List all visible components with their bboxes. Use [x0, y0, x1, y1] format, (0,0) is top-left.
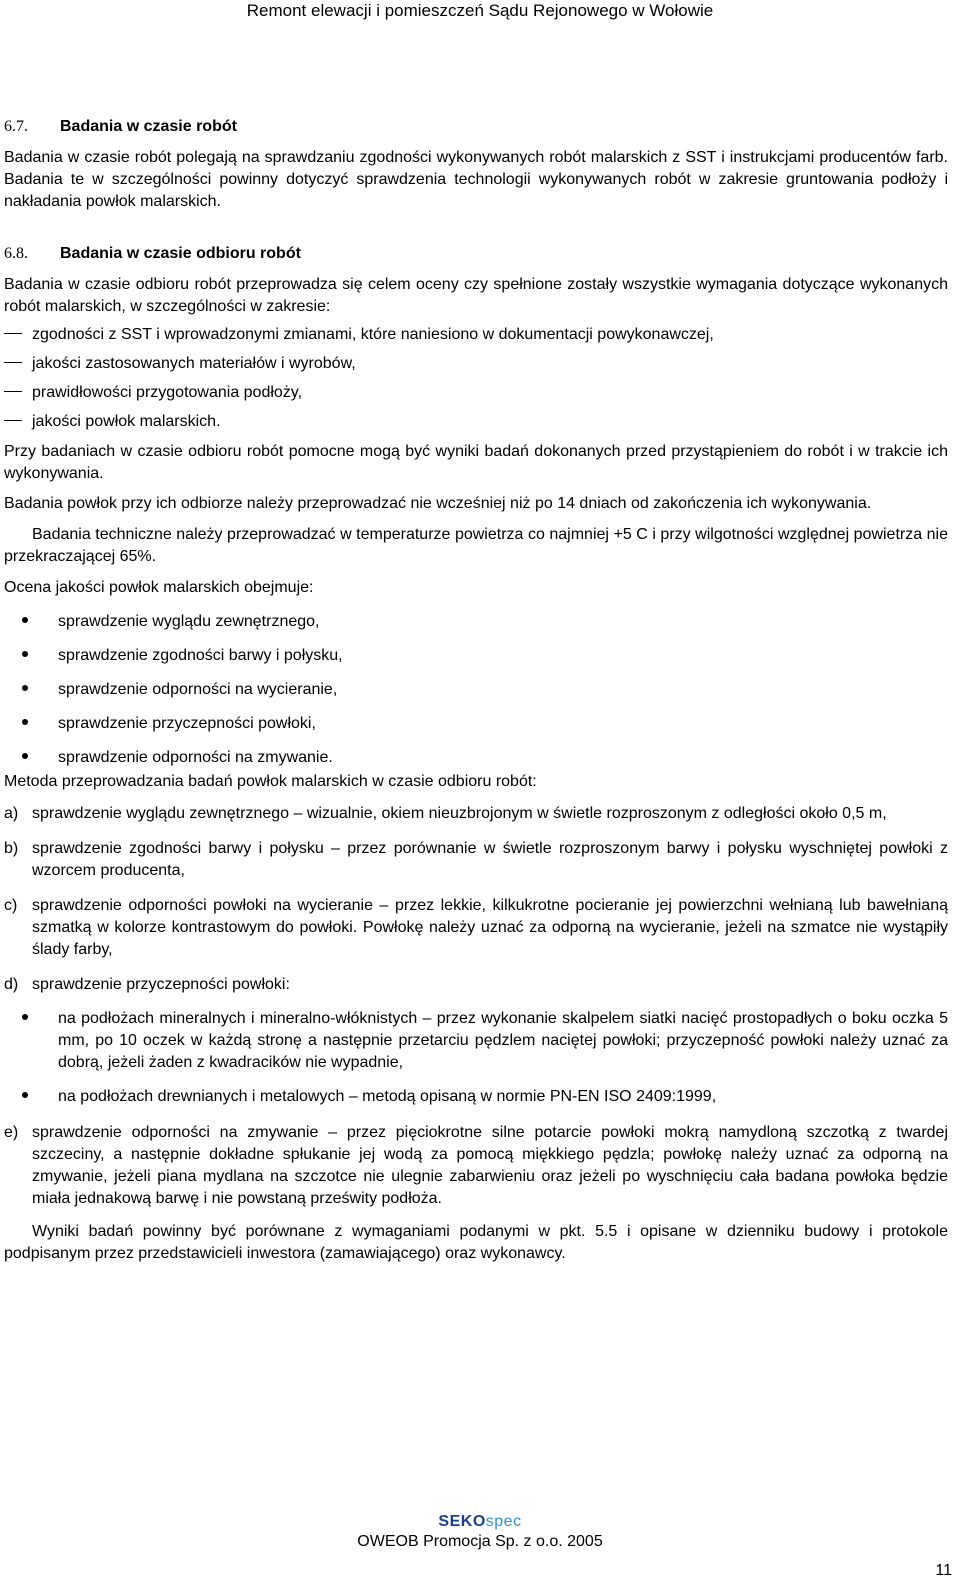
paragraph: Badania w czasie odbioru robót przeprowadza się celem oceny czy spełnione zostały wszystkie wymagania dotyczące wykonanych robót malarskich, w szczególności w zakresie: [4, 276, 948, 315]
list-item: zgodności z SST i wprowadzonymi zmianami, które naniesiono w dokumentacji powykonawczej, [4, 324, 948, 346]
sub-bullet-list [4, 1008, 948, 1108]
dash-marker [4, 353, 32, 375]
bullet-marker [22, 713, 58, 735]
page-body [4, 116, 948, 1265]
section-title: Badania w czasie robót [60, 118, 237, 135]
sekospec-logo: SEKOspec [438, 1513, 522, 1530]
paragraph: Metoda przeprowadzania badań powłok malarskich w czasie odbioru robót: [4, 773, 537, 790]
bullet-marker [22, 611, 58, 633]
bullet-list [4, 611, 948, 769]
dash-marker [4, 382, 32, 404]
bullet-marker [22, 747, 58, 769]
dash-marker [4, 324, 32, 346]
paragraph: Przy badaniach w czasie odbioru robót pomocne mogą być wyniki badań dokonanych przed przystąpieniem do robót i w trakcie ich wykonywania. [4, 443, 948, 482]
list-item: d) sprawdzenie przyczepności powłoki: [4, 976, 290, 993]
list-item: na podłożach mineralnych i mineralno-włóknistych – przez wykonanie skalpelem siatki nacięć prostopadłych o boku oczka 5 mm, po 10 oczek w każdą stronę a następnie przetarciu pędzlem naciętej powłoki; przyczepność powłoki należy uznać za dobrą, jeżeli żaden z kwadracików nie wypadnie, [22, 1008, 948, 1074]
bullet-marker [22, 1086, 58, 1108]
page-footer [0, 1513, 960, 1551]
section-heading-6-7 [4, 116, 948, 138]
list-item: sprawdzenie odporności na wycieranie, [4, 679, 948, 701]
list-item: c) sprawdzenie odporności powłoki na wycieranie – przez lekkie, kilkukrotne pocieranie jej powierzchni wełnianą lub bawełnianą szmatką w kolorze kontrastowym do powłoki. Powłokę należy uznać za odporną na wycieranie, jeżeli na szmatce nie wystąpiły ślady farby, [4, 897, 948, 958]
bullet-marker [22, 679, 58, 701]
section-heading-6-8 [4, 243, 948, 265]
list-item: jakości powłok malarskich. [4, 411, 948, 433]
paragraph: Badania powłok przy ich odbiorze należy przeprowadzać nie wcześniej niż po 14 dniach od zakończenia ich wykonywania. [4, 495, 872, 512]
bullet-marker [22, 1008, 58, 1030]
list-item: b) sprawdzenie zgodności barwy i połysku – przez porównanie w świetle rozproszonym barwy i połysku wyschniętej powłoki z wzorcem producenta, [4, 840, 948, 879]
dash-list [4, 324, 948, 433]
footer-company: OWEOB Promocja Sp. z o.o. 2005 [357, 1533, 603, 1550]
bullet-marker [22, 645, 58, 667]
page-number: 11 [935, 1562, 952, 1579]
list-item: sprawdzenie przyczepności powłoki, [4, 713, 948, 735]
list-item: sprawdzenie wyglądu zewnętrznego, [4, 611, 948, 633]
lettered-list [4, 803, 948, 996]
list-item: e) sprawdzenie odporności na zmywanie – przez pięciokrotne silne potarcie powłoki mokrą namydloną szczotką z twardej szczeciny, a następnie dokładne spłukanie jej wodą za pomocą miękkiego pędzla; powłokę należy uznać za odporną na zmywanie, jeżeli piana mydlana na szczotce nie ulegnie zabarwieniu oraz jeżeli po wyschnięciu cała badana powłoka będzie miała jednakową barwę i nie powstaną prześwity podłoża. [4, 1124, 948, 1207]
list-item: na podłożach drewnianych i metalowych – metodą opisaną w normie PN-EN ISO 2409:1999, [22, 1086, 948, 1108]
paragraph: Wyniki badań powinny być porównane z wymaganiami podanymi w pkt. 5.5 i opisane w dzienniku budowy i protokole podpisanym przez przedstawicieli inwestora (zamawiającego) oraz wykonawcy. [4, 1223, 948, 1262]
list-item: jakości zastosowanych materiałów i wyrobów, [4, 353, 948, 375]
paragraph: Ocena jakości powłok malarskich obejmuje: [4, 579, 314, 596]
list-item: a) sprawdzenie wyglądu zewnętrznego – wizualnie, okiem nieuzbrojonym w świetle rozproszonym z odległości około 0,5 m, [4, 805, 887, 822]
list-item: sprawdzenie zgodności barwy i połysku, [4, 645, 948, 667]
section-number: 6.7. [4, 118, 28, 135]
dash-marker [4, 411, 32, 433]
list-item: prawidłowości przygotowania podłoży, [4, 382, 948, 404]
running-header: Remont elewacji i pomieszczeń Sądu Rejonowego w Wołowie [246, 1, 714, 20]
list-item: sprawdzenie odporności na zmywanie. [4, 747, 948, 769]
paragraph: Badania techniczne należy przeprowadzać w temperaturze powietrza co najmniej +5 C i przy wilgotności względnej powietrza nie przekraczającej 65%. [4, 526, 948, 565]
section-number: 6.8. [4, 245, 28, 262]
section-title: Badania w czasie odbioru robót [60, 245, 301, 262]
paragraph: Badania w czasie robót polegają na sprawdzaniu zgodności wykonywanych robót malarskich z SST i instrukcjami producentów farb. Badania te w szczególności powinny dotyczyć sprawdzenia technologii wykonywanych robót w zakresie gruntowania podłoży i nakładania powłok malarskich. [4, 149, 948, 210]
